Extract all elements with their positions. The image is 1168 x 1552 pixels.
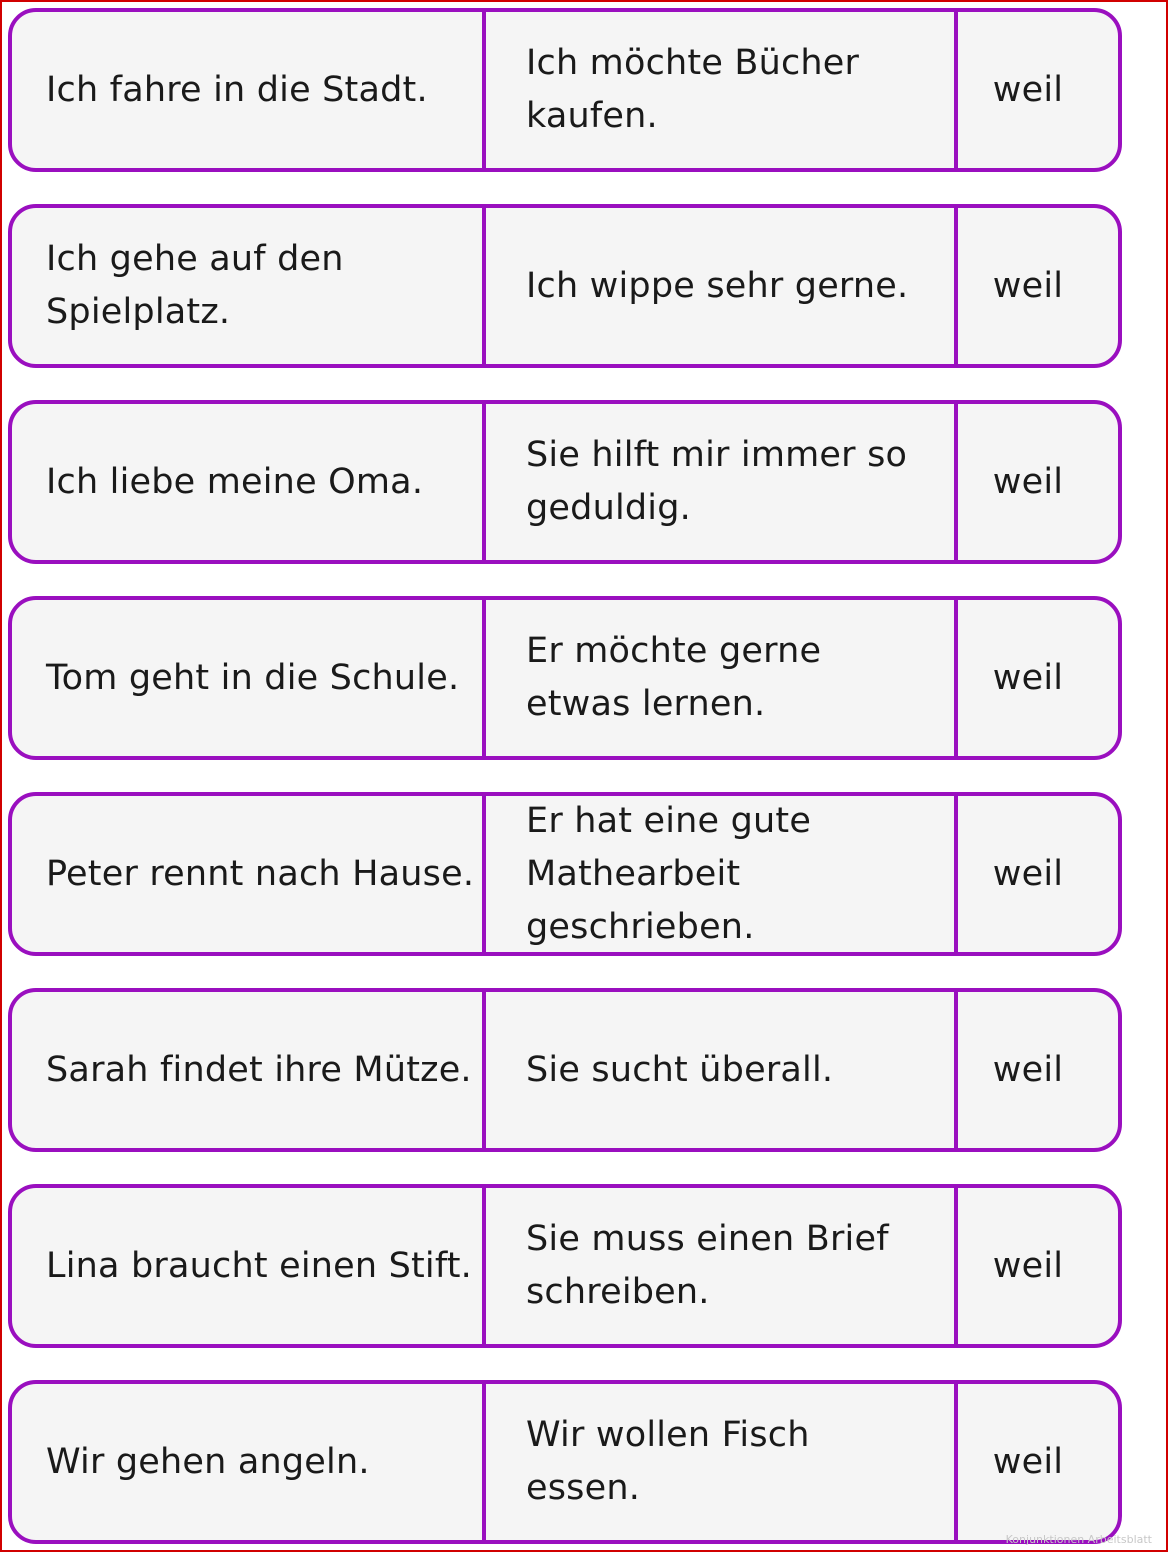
conjunction: weil: [992, 69, 1064, 110]
reason-clause: Wir wollen Fisch essen.: [486, 1384, 958, 1540]
sentence-card: [8, 596, 1122, 760]
sentence-card: [8, 8, 1122, 172]
sentence-card: [8, 1184, 1122, 1348]
reason-clause: Sie muss einen Brief schreiben.: [486, 1188, 958, 1344]
reason-clause: Er hat eine gute Mathearbeit geschrieben.: [486, 796, 958, 952]
conjunction: weil: [992, 657, 1064, 698]
card-list: [8, 8, 1122, 1544]
main-clause: Ich liebe meine Oma.: [12, 404, 486, 560]
watermark-text: Konjunktionen Arbeitsblatt: [1005, 1533, 1152, 1546]
reason-clause: Sie sucht überall.: [486, 992, 958, 1148]
conjunction: weil: [992, 265, 1064, 306]
reason-clause: Er möchte gerne etwas lernen.: [486, 600, 958, 756]
main-clause: Lina braucht einen Stift.: [12, 1188, 486, 1344]
conjunction: weil: [992, 461, 1064, 502]
main-clause: Ich gehe auf den Spielplatz.: [12, 208, 486, 364]
main-clause: Tom geht in die Schule.: [12, 600, 486, 756]
sentence-card: [8, 988, 1122, 1152]
main-clause: Ich fahre in die Stadt.: [12, 12, 486, 168]
conjunction: weil: [992, 1245, 1064, 1286]
conjunction: weil: [992, 853, 1064, 894]
reason-clause: Sie hilft mir immer so geduldig.: [486, 404, 958, 560]
conjunction: weil: [992, 1049, 1064, 1090]
main-clause: Sarah findet ihre Mütze.: [12, 992, 486, 1148]
conjunction: weil: [992, 1441, 1064, 1482]
sentence-card: [8, 792, 1122, 956]
sentence-card: [8, 400, 1122, 564]
main-clause: Wir gehen angeln.: [12, 1384, 486, 1540]
main-clause: Peter rennt nach Hause.: [12, 796, 486, 952]
sentence-card: [8, 1380, 1122, 1544]
reason-clause: Ich möchte Bücher kaufen.: [486, 12, 958, 168]
sentence-card: [8, 204, 1122, 368]
reason-clause: Ich wippe sehr gerne.: [486, 208, 958, 364]
